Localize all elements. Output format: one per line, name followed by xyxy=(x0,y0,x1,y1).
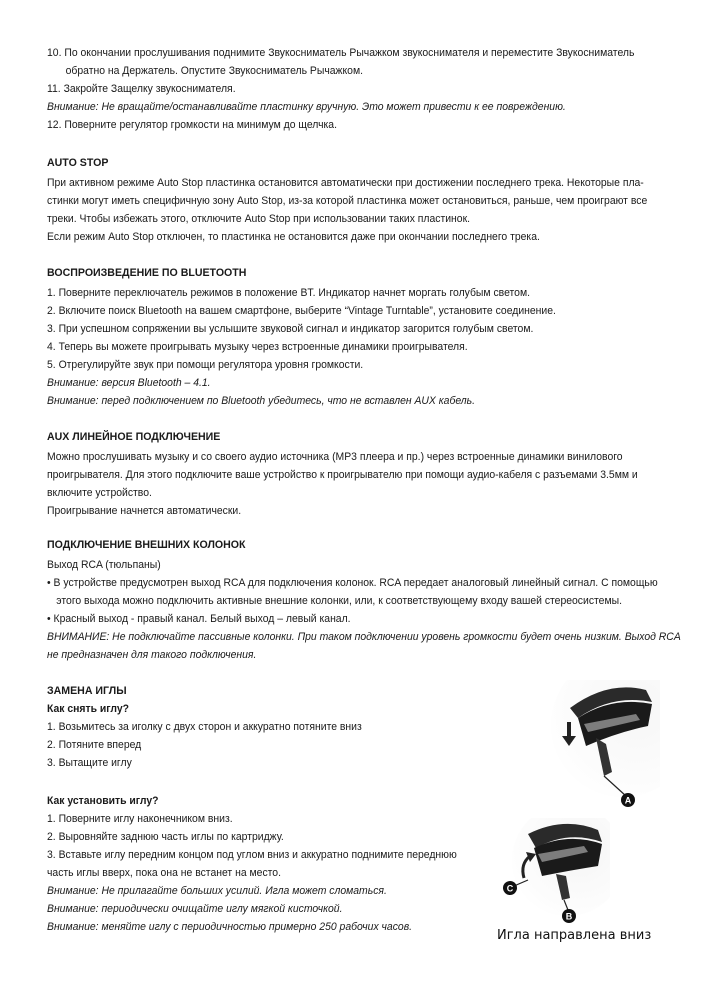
bluetooth-note: Внимание: перед подключением по Bluetooth убедитесь, что не вставлен AUX кабель. xyxy=(47,395,476,407)
aux-line: Проигрывание начнется автоматически. xyxy=(47,505,242,517)
install-warning: Внимание: меняйте иглу с периодичностью примерно 250 рабочих часов. xyxy=(47,921,413,933)
needle-removal-illustration xyxy=(548,680,660,812)
auto-stop-line: При активном режиме Auto Stop пластинка остановится автоматически при достижении последнего трека. Некоторые пла- xyxy=(47,177,644,189)
install-step: 3. Вставьте иглу передним концом под углом вниз и аккуратно поднимите переднюю xyxy=(47,849,457,861)
install-needle-heading: Как установить иглу? xyxy=(47,795,159,807)
top-steps xyxy=(47,44,659,134)
remove-needle-heading: Как снять иглу? xyxy=(47,703,129,715)
bluetooth-note: Внимание: версия Bluetooth – 4.1. xyxy=(47,377,211,389)
auto-stop-section xyxy=(47,154,659,246)
label-b: B xyxy=(565,911,573,922)
speakers-line: Выход RCA (тюльпаны) xyxy=(47,559,161,571)
aux-heading: AUX ЛИНЕЙНОЕ ПОДКЛЮЧЕНИЕ xyxy=(47,431,221,443)
remove-step: 3. Вытащите иглу xyxy=(47,757,132,769)
step-10: 10. По окончании прослушивания поднимите Звукосниматель Рычажком звукоснимателя и переместите Звукосниматель xyxy=(47,47,635,59)
install-warning: Внимание: Не прилагайте больших усилий. Игла может сломаться. xyxy=(47,885,387,897)
bluetooth-section xyxy=(47,264,659,410)
bluetooth-line: 4. Теперь вы можете проигрывать музыку через встроенные динамики проигрывателя. xyxy=(47,341,468,353)
install-step: 2. Выровняйте заднюю часть иглы по картриджу. xyxy=(47,831,284,843)
speakers-warning: ВНИМАНИЕ: Не подключайте пассивные колонки. При таком подключении уровень громкости будет очень низким. Выход RCA xyxy=(47,631,681,643)
label-a: A xyxy=(624,795,632,806)
aux-line: Можно прослушивать музыку и со своего аудио источника (MP3 плеера и пр.) через встроенные динамики винилового xyxy=(47,451,623,463)
speakers-section xyxy=(47,536,681,664)
install-warning: Внимание: периодически очищайте иглу мягкой кисточкой. xyxy=(47,903,343,915)
bluetooth-line: 3. При успешном сопряжении вы услышите звуковой сигнал и индикатор загорится голубым светом. xyxy=(47,323,534,335)
speakers-line: этого выхода можно подключить активные внешние колонки, или, к соответствующему входу вашей стереосистемы. xyxy=(56,595,622,607)
auto-stop-line: треки. Чтобы избежать этого, отключите Auto Stop при использовании таких пластинок. xyxy=(47,213,471,225)
needle-heading: ЗАМЕНА ИГЛЫ xyxy=(47,685,127,697)
warning-rotation: Внимание: Не вращайте/останавливайте пластинку вручную. Это может привести к ее повреждению. xyxy=(47,101,566,113)
bluetooth-line: 2. Включите поиск Bluetooth на вашем смартфоне, выберите “Vintage Turntable”, установите соединение. xyxy=(47,305,556,317)
remove-step: 2. Потяните вперед xyxy=(47,739,142,751)
install-step: часть иглы вверх, пока она не встанет на место. xyxy=(47,867,281,879)
install-step: 1. Поверните иглу наконечником вниз. xyxy=(47,813,233,825)
bluetooth-line: 5. Отрегулируйте звук при помощи регулятора уровня громкости. xyxy=(47,359,364,371)
step-11: 11. Закройте Защелку звукоснимателя. xyxy=(47,83,236,95)
aux-line: включите устройство. xyxy=(47,487,152,499)
auto-stop-line: Если режим Auto Stop отключен, то пластинка не остановится даже при окончании последнего трека. xyxy=(47,231,540,243)
aux-section xyxy=(47,428,659,520)
auto-stop-heading: AUTO STOP xyxy=(47,157,109,169)
speakers-line: • В устройстве предусмотрен выход RCA для подключения колонок. RCA передает аналоговый линейный сигнал. С помощью xyxy=(47,577,658,589)
bluetooth-line: 1. Поверните переключатель режимов в положение BT. Индикатор начнет моргать голубым светом. xyxy=(47,287,530,299)
auto-stop-line: стинки могут иметь специфичную зону Auto Stop, из-за которой пластинка может остановиться, раньше, чем проиграют все xyxy=(47,195,648,207)
arrow-down-shaft xyxy=(567,722,571,736)
speakers-line: • Красный выход - правый канал. Белый выход – левый канал. xyxy=(47,613,351,625)
remove-step: 1. Возьмитесь за иголку с двух сторон и аккуратно потяните вниз xyxy=(47,721,362,733)
aux-line: проигрывателя. Для этого подключите ваше устройство к проигрывателю при помощи аудио-кабеля с разъемами 3.5мм и xyxy=(47,469,638,481)
speakers-warning: не предназначен для такого подключения. xyxy=(47,649,257,661)
label-c: C xyxy=(506,883,514,894)
figure-caption: Игла направлена вниз xyxy=(497,928,652,943)
bluetooth-heading: ВОСПРОИЗВЕДЕНИЕ ПО BLUETOOTH xyxy=(47,267,247,279)
step-12: 12. Поверните регулятор громкости на минимум до щелчка. xyxy=(47,119,337,131)
speakers-heading: ПОДКЛЮЧЕНИЕ ВНЕШНИХ КОЛОНОК xyxy=(47,539,246,551)
step-10-continued: обратно на Держатель. Опустите Звукосниматель Рычажком. xyxy=(65,65,363,77)
needle-install-illustration xyxy=(498,818,610,926)
